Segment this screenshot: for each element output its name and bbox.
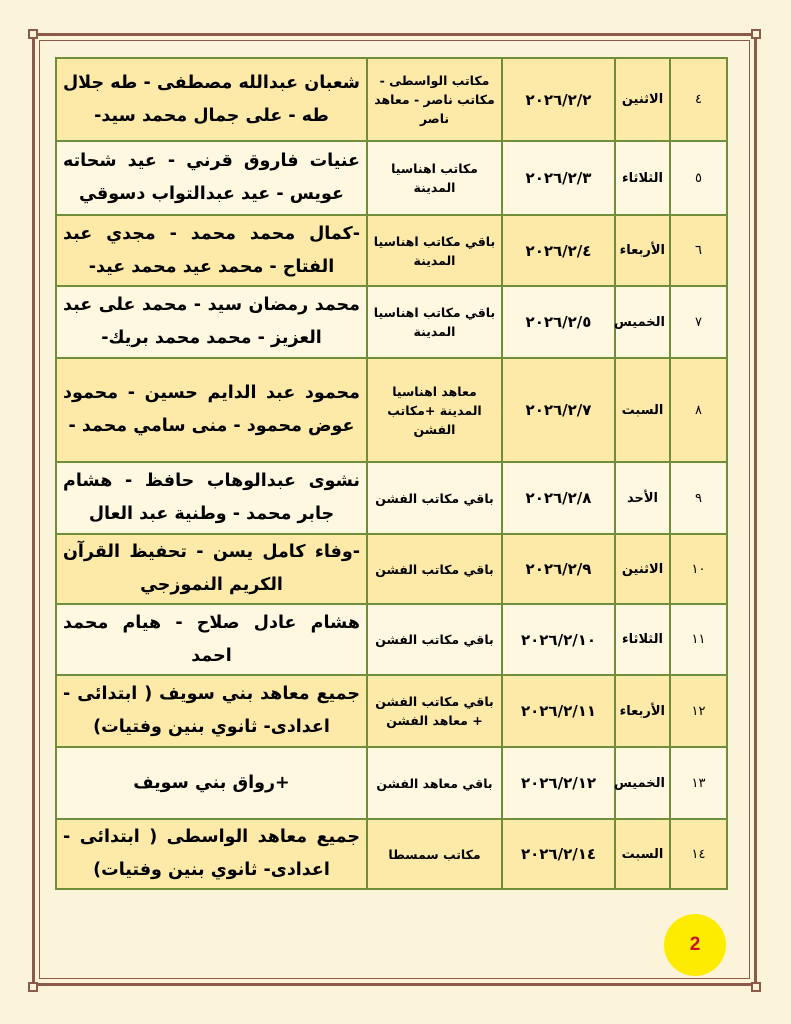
table-row bbox=[56, 604, 727, 675]
day-cell: السبت bbox=[615, 358, 670, 462]
table-row bbox=[56, 462, 727, 534]
location-cell: باقي مكاتب اهناسيا المدينة bbox=[367, 286, 502, 358]
table-row bbox=[56, 747, 727, 819]
location-cell: باقي مكاتب الفشن bbox=[367, 534, 502, 604]
names-cell: عنيات فاروق قرني - عيد شحاته عويس - عيد عبدالتواب دسوقي bbox=[56, 141, 367, 215]
border-corner bbox=[751, 982, 761, 992]
row-number: ١٠ bbox=[670, 534, 727, 604]
table-row bbox=[56, 286, 727, 358]
date-cell: ٢٠٢٦/٢/٥ bbox=[502, 286, 615, 358]
location-cell: باقي مكاتب الفشن bbox=[367, 604, 502, 675]
day-cell: الأحد bbox=[615, 462, 670, 534]
date-cell: ٢٠٢٦/٢/١١ bbox=[502, 675, 615, 747]
names-cell: -كمال محمد محمد - مجدي عبد الفتاح - محمد عيد محمد عيد- bbox=[56, 215, 367, 286]
names-cell: محمد رمضان سيد - محمد على عبد العزيز - محمد محمد بريك- bbox=[56, 286, 367, 358]
date-cell: ٢٠٢٦/٢/٣ bbox=[502, 141, 615, 215]
date-cell: ٢٠٢٦/٢/٩ bbox=[502, 534, 615, 604]
day-cell: الخميس bbox=[615, 747, 670, 819]
table-row bbox=[56, 358, 727, 462]
day-cell: السبت bbox=[615, 819, 670, 889]
table-row bbox=[56, 675, 727, 747]
table-row bbox=[56, 534, 727, 604]
names-cell: محمود عبد الدايم حسين - محمود عوض محمود - منى سامي محمد - bbox=[56, 358, 367, 462]
location-cell: باقي مكاتب الفشن + معاهد الفشن bbox=[367, 675, 502, 747]
location-cell: باقي معاهد الفشن bbox=[367, 747, 502, 819]
day-cell: الأربعاء bbox=[615, 675, 670, 747]
row-number: ٥ bbox=[670, 141, 727, 215]
border-corner bbox=[28, 29, 38, 39]
names-cell: جميع معاهد بني سويف ( ابتدائى - اعدادى- ثانوي بنين وفتيات) bbox=[56, 675, 367, 747]
row-number: ٧ bbox=[670, 286, 727, 358]
row-number: ١٢ bbox=[670, 675, 727, 747]
names-cell: هشام عادل صلاح - هيام محمد احمد bbox=[56, 604, 367, 675]
date-cell: ٢٠٢٦/٢/١٠ bbox=[502, 604, 615, 675]
table-row bbox=[56, 141, 727, 215]
row-number: ١٤ bbox=[670, 819, 727, 889]
row-number: ١٣ bbox=[670, 747, 727, 819]
day-cell: الاثنين bbox=[615, 534, 670, 604]
location-cell: مكاتب الواسطى - مكاتب ناصر - معاهد ناصر bbox=[367, 58, 502, 141]
row-number: ٤ bbox=[670, 58, 727, 141]
date-cell: ٢٠٢٦/٢/٢ bbox=[502, 58, 615, 141]
schedule-table bbox=[55, 57, 728, 890]
table-row bbox=[56, 819, 727, 889]
day-cell: الخميس bbox=[615, 286, 670, 358]
names-cell: نشوى عبدالوهاب حافظ - هشام جابر محمد - وطنية عبد العال bbox=[56, 462, 367, 534]
page-number-badge: 2 bbox=[664, 914, 726, 976]
date-cell: ٢٠٢٦/٢/١٢ bbox=[502, 747, 615, 819]
location-cell: مكاتب سمسطا bbox=[367, 819, 502, 889]
date-cell: ٢٠٢٦/٢/٨ bbox=[502, 462, 615, 534]
row-number: ٨ bbox=[670, 358, 727, 462]
border-corner bbox=[28, 982, 38, 992]
day-cell: الأربعاء bbox=[615, 215, 670, 286]
names-cell: +رواق بني سويف bbox=[56, 747, 367, 819]
table-row bbox=[56, 58, 727, 141]
date-cell: ٢٠٢٦/٢/١٤ bbox=[502, 819, 615, 889]
row-number: ٩ bbox=[670, 462, 727, 534]
location-cell: معاهد اهناسيا المدينة +مكاتب الفشن bbox=[367, 358, 502, 462]
location-cell: باقي مكاتب الفشن bbox=[367, 462, 502, 534]
date-cell: ٢٠٢٦/٢/٤ bbox=[502, 215, 615, 286]
names-cell: جميع معاهد الواسطى ( ابتدائى - اعدادى- ثانوي بنين وفتيات) bbox=[56, 819, 367, 889]
names-cell: -وفاء كامل يسن - تحفيظ القرآن الكريم النموزجي bbox=[56, 534, 367, 604]
day-cell: الاثنين bbox=[615, 58, 670, 141]
row-number: ١١ bbox=[670, 604, 727, 675]
day-cell: الثلاثاء bbox=[615, 141, 670, 215]
day-cell: الثلاثاء bbox=[615, 604, 670, 675]
date-cell: ٢٠٢٦/٢/٧ bbox=[502, 358, 615, 462]
border-corner bbox=[751, 29, 761, 39]
table-row bbox=[56, 215, 727, 286]
location-cell: باقي مكاتب اهناسيا المدينة bbox=[367, 215, 502, 286]
location-cell: مكاتب اهناسيا المدينة bbox=[367, 141, 502, 215]
row-number: ٦ bbox=[670, 215, 727, 286]
names-cell: شعبان عبدالله مصطفى - طه جلال طه - على جمال محمد سيد- bbox=[56, 58, 367, 141]
